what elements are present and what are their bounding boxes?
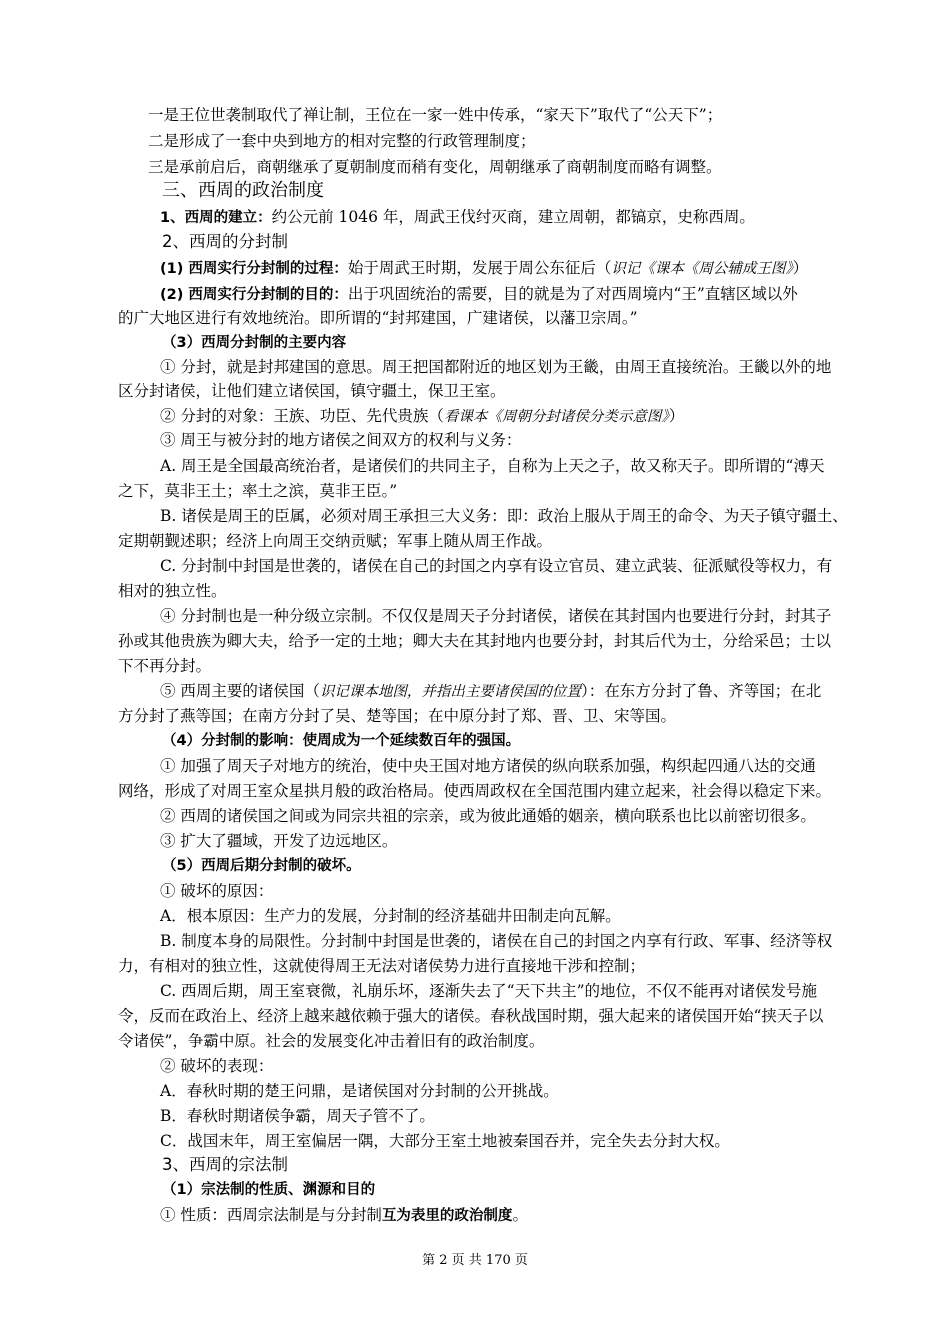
section-heading: 三、西周的政治制度 [162, 180, 324, 201]
note-run: 识记《课本《周公辅成王图》 [611, 261, 793, 277]
paragraph-line: ② 破坏的表现： [160, 1057, 274, 1075]
paragraph-line: 网络，形成了对周王室众星拱月般的政治格局。使西周政权在全国范围内建立起来，社会得以稳定下来。 [118, 782, 832, 800]
subsection-heading: 3、西周的宗法制 [162, 1155, 288, 1174]
paragraph-line [160, 1205, 878, 1226]
paragraph-line: 令诸侯”，争霸中原。社会的发展变化冲击着旧有的政治制度。 [118, 1032, 545, 1050]
point-heading: （1）宗法制的性质、渊源和目的 [162, 1182, 376, 1198]
paragraph-line: 的广大地区进行有效地统治。即所谓的“封邦建国，广建诸侯，以藩卫宗周。” [118, 309, 638, 327]
paragraph-line [160, 406, 878, 427]
text-run: ） [792, 259, 809, 277]
paragraph-line: C. 分封制中封国是世袭的，诸侯在自己的封国之内享有设立官员、建立武装、征派赋役等权力，有 [160, 557, 833, 575]
paragraph-line: 力，有相对的独立性，这就使得周王无法对诸侯势力进行直接地干涉和控制； [118, 957, 646, 975]
emphasis-run: 互为表里的政治制度 [381, 1208, 513, 1224]
paragraph-line: ① 破坏的原因： [160, 882, 274, 900]
text-run: 始于周武王时期，发展于周公东征后（ [347, 259, 612, 277]
paragraph-line: B. 制度本身的局限性。分封制中封国是世袭的，诸侯在自己的封国之内享有行政、军事、经济等权 [160, 932, 833, 950]
paragraph-line: B. 诸侯是周王的臣属，必须对周王承担三大义务：即：政治上服从于周王的命令、为天子镇守疆土、 [160, 507, 848, 525]
paragraph-line: ① 加强了周天子对地方的统治，使中央王国对地方诸侯的纵向联系加强，构织起四通八达的交通 [160, 757, 816, 775]
text-run: 。 [512, 1206, 528, 1224]
paragraph-line: ③ 周王与被分封的地方诸侯之间双方的权利与义务： [160, 431, 522, 449]
paragraph-line: 相对的独立性。 [118, 582, 227, 600]
subsection-title: 1、西周的建立： [160, 210, 272, 226]
text-run: ② 分封的对象：王族、功臣、先代贵族（ [160, 407, 444, 425]
paragraph-line [160, 681, 878, 702]
paragraph-line: ② 西周的诸侯国之间或为同宗共祖的宗亲，或为彼此通婚的姻亲，横向联系也比以前密切很多。 [160, 807, 816, 825]
paragraph-line: 定期朝觐述职；经济上向周王交纳贡赋；军事上随从周王作战。 [118, 532, 553, 550]
paragraph-line: B．春秋时期诸侯争霸，周天子管不了。 [160, 1107, 435, 1125]
paragraph-line: ③ 扩大了疆域，开发了边远地区。 [160, 832, 398, 850]
text-run: ⑤ 西周主要的诸侯国（ [160, 682, 320, 700]
note-run: 看课本《周朝分封诸侯分类示意图》 [443, 409, 669, 425]
paragraph-line: ④ 分封制也是一种分级立宗制。不仅仅是周天子分封诸侯，诸侯在其封国内也要进行分封，封其子 [160, 607, 832, 625]
paragraph-line: 下不再分封。 [118, 657, 212, 675]
paragraph-line: 方分封了燕等国；在南方分封了吴、楚等国；在中原分封了郑、晋、卫、宋等国。 [118, 707, 677, 725]
paragraph-line: 一是王位世袭制取代了禅让制，王位在一家一姓中传承，“家天下”取代了“公天下”； [148, 106, 723, 124]
paragraph-line: 孙或其他贵族为卿大夫，给予一定的土地；卿大夫在其封地内也要分封，封其后代为士，分给采邑；士以 [118, 632, 832, 650]
paragraph-line: 三是承前启后，商朝继承了夏朝制度而稍有变化，周朝继承了商朝制度而略有调整。 [148, 158, 722, 176]
paragraph-line: C．战国末年，周王室偏居一隅，大部分王室土地被秦国吞并，完全失去分封大权。 [160, 1132, 730, 1150]
text-run: ）：在东方分封了鲁、齐等国；在北 [580, 682, 822, 700]
paragraph-line: A．春秋时期的楚王问鼎，是诸侯国对分封制的公开挑战。 [160, 1082, 559, 1100]
paragraph-line: C. 西周后期，周王室衰微，礼崩乐坏，逐渐失去了“天下共主”的地位，不仅不能再对诸侯发号施 [160, 982, 818, 1000]
text-run: 约公元前 1046 年，周武王伐纣灭商，建立周朝，都镐京，史称西周。 [271, 208, 755, 226]
paragraph-line [160, 284, 878, 305]
point-title: (1) 西周实行分封制的过程： [160, 261, 348, 277]
paragraph-line: ① 分封，就是封邦建国的意思。周王把国都附近的地区划为王畿，由周王直接统治。王畿以外的地 [160, 358, 832, 376]
paragraph-line: A. 周王是全国最高统治者，是诸侯们的共同主子，自称为上天之子，故又称天子。即所谓的“溥天 [160, 457, 825, 475]
paragraph-line: 之下，莫非王土；率土之滨，莫非王臣。” [118, 482, 398, 500]
paragraph-line: 二是形成了一套中央到地方的相对完整的行政管理制度； [148, 132, 536, 150]
paragraph-line [160, 207, 878, 228]
point-title: (2) 西周实行分封制的目的： [160, 287, 348, 303]
subsection-heading: 2、西周的分封制 [162, 232, 288, 251]
text-run: ① 性质：西周宗法制是与分封制 [160, 1206, 382, 1224]
paragraph-line: 令，反而在政治上、经济上越来越依赖于强大的诸侯。春秋战国时期，强大起来的诸侯国开始“挟天子以 [118, 1007, 824, 1025]
paragraph-line: A．根本原因：生产力的发展，分封制的经济基础井田制走向瓦解。 [160, 907, 621, 925]
text-run: ） [668, 407, 685, 425]
paragraph-line: 区分封诸侯，让他们建立诸侯国，镇守疆土，保卫王室。 [118, 382, 506, 400]
text-run: 出于巩固统治的需要，目的就是为了对西周境内“王”直辖区域以外 [347, 285, 798, 303]
point-heading: （5）西周后期分封制的破坏。 [162, 858, 361, 874]
point-heading: （4）分封制的影响：使周成为一个延续数百年的强国。 [162, 733, 521, 749]
note-run: 识记课本地图，并指出主要诸侯国的位置 [319, 684, 581, 700]
point-heading: （3）西周分封制的主要内容 [162, 335, 347, 351]
page-footer: 第 2 页 共 170 页 [422, 1253, 528, 1268]
paragraph-line [160, 258, 878, 279]
